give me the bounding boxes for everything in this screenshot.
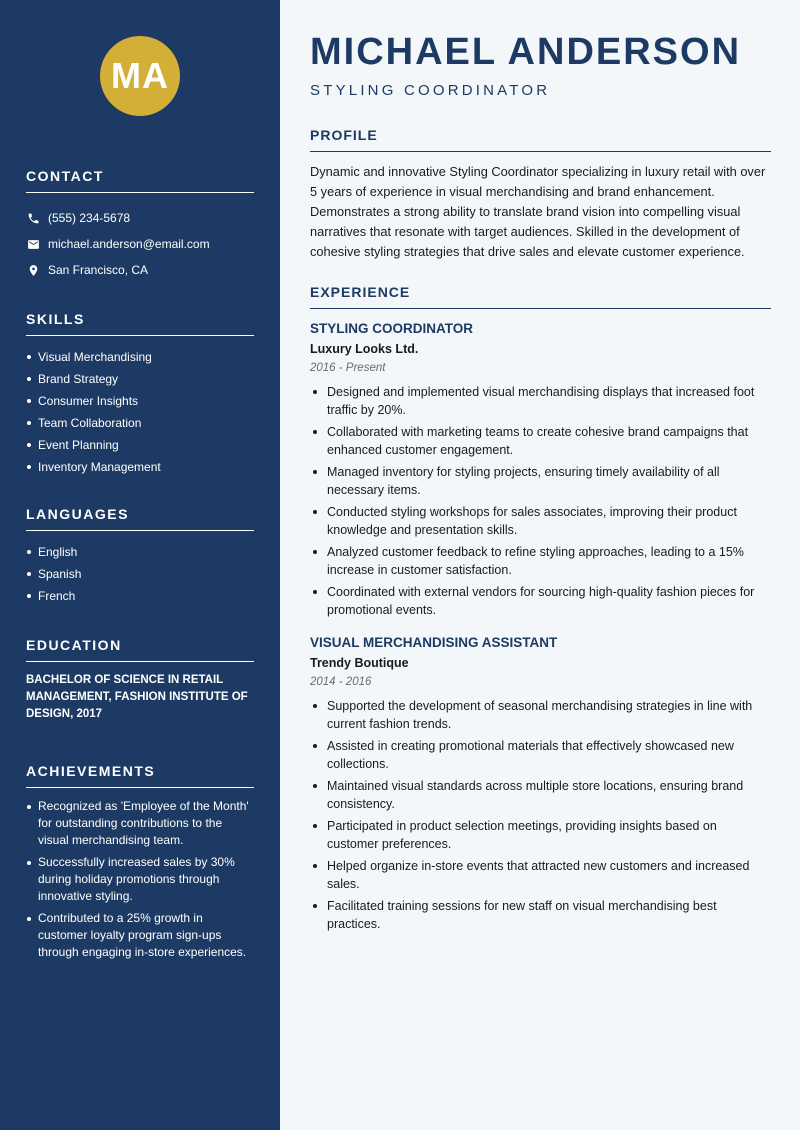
skill-item: Brand Strategy (26, 368, 254, 390)
experience-section (310, 284, 771, 933)
job-bullet: Managed inventory for styling projects, ensuring timely availability of all necessary items. (310, 463, 771, 499)
job-bullet: Coordinated with external vendors for sourcing high-quality fashion pieces for promotional events. (310, 583, 771, 619)
company-name: Luxury Looks Ltd. (310, 342, 419, 356)
job-bullet: Designed and implemented visual merchandising displays that increased foot traffic by 20%. (310, 383, 771, 419)
contact-email (26, 231, 254, 257)
job-bullet: Helped organize in-store events that attracted new customers and increased sales. (310, 857, 771, 893)
education-section (26, 637, 254, 723)
achievements-section (26, 763, 254, 961)
languages-list (26, 541, 254, 607)
achievement-item: Recognized as 'Employee of the Month' for outstanding contributions to the visual merchandising team. (26, 798, 254, 849)
job-bullet: Conducted styling workshops for sales associates, improving their product knowledge and presentation skills. (310, 503, 771, 539)
avatar: MA (100, 36, 180, 116)
job-bullet: Participated in product selection meetings, providing insights based on customer preferences. (310, 817, 771, 853)
languages-section (26, 506, 254, 607)
achievement-item: Contributed to a 25% growth in customer loyalty program sign-ups through engaging in-store experiences. (26, 910, 254, 961)
skills-list (26, 346, 254, 478)
skill-item: Team Collaboration (26, 412, 254, 434)
skills-heading: SKILLS (26, 311, 254, 336)
location-pin-icon (26, 263, 40, 277)
job-bullet: Facilitated training sessions for new staff on visual merchandising best practices. (310, 897, 771, 933)
education-heading: EDUCATION (26, 637, 254, 662)
sidebar (0, 0, 280, 1130)
job-dates: 2016 - Present (310, 362, 386, 374)
candidate-name: MICHAEL ANDERSON (310, 31, 742, 73)
contact-phone (26, 205, 254, 231)
contact-section (26, 168, 254, 283)
phone-text: (555) 234-5678 (48, 211, 131, 225)
company-name: Trendy Boutique (310, 656, 409, 670)
job-bullets (310, 697, 771, 933)
languages-heading: LANGUAGES (26, 506, 254, 531)
skill-item: Event Planning (26, 434, 254, 456)
skill-item: Visual Merchandising (26, 346, 254, 368)
skill-item: Consumer Insights (26, 390, 254, 412)
language-item: Spanish (26, 563, 254, 585)
contact-list (26, 205, 254, 283)
job-bullet: Analyzed customer feedback to refine styling approaches, leading to a 15% increase in customer satisfaction. (310, 543, 771, 579)
language-item: French (26, 585, 254, 607)
email-text: michael.anderson@email.com (48, 237, 210, 251)
language-item: English (26, 541, 254, 563)
experience-heading: EXPERIENCE (310, 284, 771, 309)
profile-heading: PROFILE (310, 127, 771, 152)
phone-icon (26, 211, 40, 225)
profile-summary: Dynamic and innovative Styling Coordinator specializing in luxury retail with over 5 years of experience in visual merchandising and brand enhancement. Demonstrates a strong ability to translate brand vision into compelling visual narratives that resonate with target audiences. Skilled in the development of cohesive styling strategies that drive sales and elevate customer experience. (310, 164, 766, 259)
email-icon (26, 237, 40, 251)
education-entry: BACHELOR OF SCIENCE IN RETAIL MANAGEMENT, FASHION INSTITUTE OF DESIGN, 2017 (26, 674, 248, 720)
job-bullet: Maintained visual standards across multiple store locations, ensuring brand consistency. (310, 777, 771, 813)
achievements-heading: ACHIEVEMENTS (26, 763, 254, 788)
skills-section (26, 311, 254, 478)
job-bullet: Assisted in creating promotional materials that effectively showcased new collections. (310, 737, 771, 773)
job-bullet: Collaborated with marketing teams to create cohesive brand campaigns that enhanced customer engagement. (310, 423, 771, 459)
candidate-title: STYLING COORDINATOR (310, 82, 551, 99)
job-entry (310, 635, 771, 933)
job-dates: 2014 - 2016 (310, 676, 372, 688)
contact-location (26, 257, 254, 283)
skill-item: Inventory Management (26, 456, 254, 478)
job-bullet: Supported the development of seasonal merchandising strategies in line with current fashion trends. (310, 697, 771, 733)
job-entry (310, 321, 771, 619)
profile-section (310, 127, 771, 262)
main-content (280, 0, 800, 1130)
achievement-item: Successfully increased sales by 30% during holiday promotions through innovative styling. (26, 854, 254, 905)
job-title: STYLING COORDINATOR (310, 321, 474, 336)
contact-heading: CONTACT (26, 168, 254, 193)
achievements-list (26, 798, 254, 961)
job-bullets (310, 383, 771, 619)
job-title: VISUAL MERCHANDISING ASSISTANT (310, 635, 558, 650)
location-text: San Francisco, CA (48, 263, 149, 277)
